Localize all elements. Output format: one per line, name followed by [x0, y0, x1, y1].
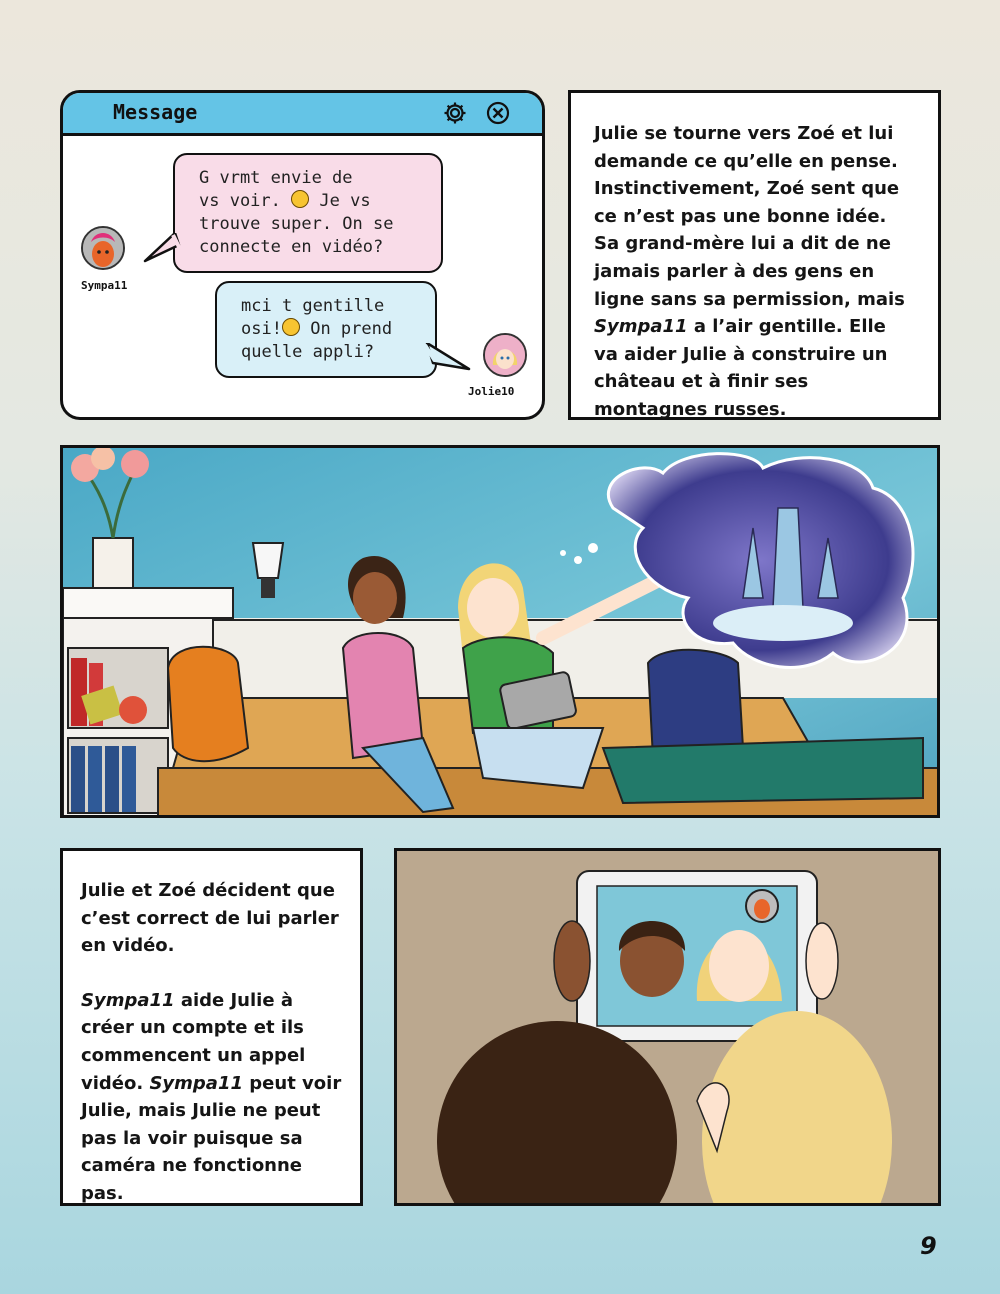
video-call-scene — [397, 851, 938, 1203]
narration-text-1: Julie se tourne vers Zoé et lui demande ce qu’elle en pense. Instinctivement, Zoé sent que ce n’est pas une bonne idée. Sa grand-mère lui a dit de ne jamais parler à des gens en ligne sans sa permission, mais Sympa11 a l’air gentille. Elle va aider Julie à construire un château et à finir ses montagnes russes. — [594, 123, 905, 420]
message-line: On prend — [310, 319, 393, 339]
blushing-face-icon — [282, 318, 300, 336]
avatar-sympa11 — [81, 226, 125, 270]
narration-box-1 — [568, 90, 941, 420]
bedroom-illustration — [60, 445, 940, 818]
message-line: mci t gentille — [241, 296, 385, 316]
narration-box-2 — [60, 848, 363, 1206]
message-line: quelle appli? — [241, 342, 375, 362]
sender-name-jolie10: Jolie10 — [468, 385, 515, 398]
message-bubble-jolie10 — [215, 281, 437, 378]
message-line: vs voir. — [199, 191, 281, 211]
narration-text-2a: Julie et Zoé décident que c’est correct de lui parler en vidéo. — [81, 880, 339, 957]
message-line: G vrmt envie de — [199, 168, 353, 188]
bedroom-scene — [63, 448, 937, 815]
page-number: 9 — [920, 1232, 937, 1260]
message-line: trouve super. On se — [199, 214, 394, 234]
narration-text-2b: Sympa11 aide Julie à créer un compte et ils commencent un appel vidéo. Sympa11 peut voir Julie, mais Julie ne peut pas la voir puisque sa caméra ne fonctionne pas. — [81, 989, 342, 1204]
message-bubble-sympa11 — [173, 153, 443, 273]
message-title: Message — [113, 100, 198, 124]
message-titlebar — [63, 93, 542, 136]
avatar-jolie10 — [483, 333, 527, 377]
bubble-tail — [423, 343, 473, 373]
close-icon[interactable] — [486, 101, 510, 125]
message-line: Je vs — [319, 191, 371, 211]
message-window — [60, 90, 545, 420]
video-call-illustration — [394, 848, 941, 1206]
frowning-face-icon — [291, 190, 309, 208]
bubble-tail — [143, 233, 183, 263]
message-line: osi! — [241, 319, 282, 339]
message-line: connecte en vidéo? — [199, 237, 384, 257]
sender-name-sympa11: Sympa11 — [81, 279, 128, 292]
gear-icon[interactable] — [443, 101, 467, 125]
